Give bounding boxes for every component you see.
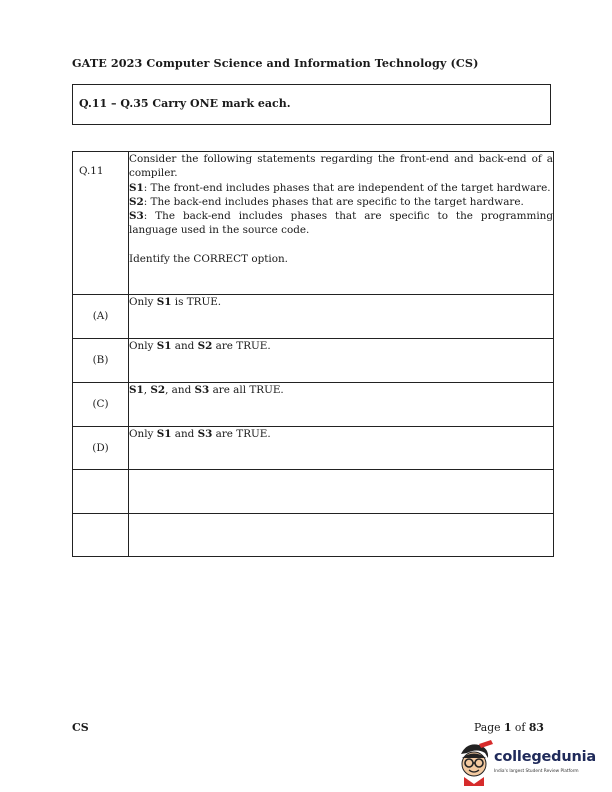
statement-text: : The front-end includes phases that are independent of the target hardware.	[143, 181, 551, 194]
statement-s2	[129, 195, 553, 209]
empty-cell	[73, 514, 129, 557]
question-prompt: Identify the CORRECT option.	[129, 252, 288, 265]
option-label: (B)	[73, 339, 129, 383]
footer-page-number: Page 1 of 83	[474, 721, 544, 734]
statement-text: : The back-end includes phases that are specific to the target hardware.	[143, 195, 524, 208]
option-label: (D)	[73, 427, 129, 470]
option-text: Only S1 and S3 are TRUE.	[129, 427, 554, 470]
question-number: Q.11	[73, 152, 129, 295]
section-heading-box	[72, 84, 551, 125]
statement-s1	[129, 181, 553, 195]
collegedunia-logo	[455, 740, 595, 788]
empty-row	[73, 470, 554, 514]
mascot-icon	[455, 740, 495, 786]
statement-text: : The back-end includes phases that are specific to the programming language used in the source code.	[129, 210, 553, 237]
logo-wordmark: collegedunia	[494, 749, 596, 765]
section-heading: Q.11 – Q.35 Carry ONE mark each.	[79, 97, 291, 110]
option-label: (A)	[73, 295, 129, 339]
statement-tag: S1	[129, 181, 144, 194]
footer-subject: CS	[72, 721, 89, 734]
question-intro: Consider the following statements regarding the front-end and back-end of a compiler.	[129, 153, 553, 180]
empty-cell	[129, 470, 554, 514]
logo-tagline: India's largest Student Review Platform	[494, 769, 579, 774]
empty-cell	[129, 514, 554, 557]
option-text: Only S1 and S2 are TRUE.	[129, 339, 554, 383]
option-row-b[interactable]	[73, 339, 554, 383]
empty-cell	[73, 470, 129, 514]
option-row-c[interactable]	[73, 383, 554, 427]
page-header-title: GATE 2023 Computer Science and Information Technology (CS)	[72, 56, 479, 70]
option-label: (C)	[73, 383, 129, 427]
question-body	[129, 152, 554, 295]
question-row	[73, 152, 554, 295]
statement-s3	[129, 209, 553, 238]
option-row-d[interactable]	[73, 427, 554, 470]
option-text: S1, S2, and S3 are all TRUE.	[129, 383, 554, 427]
question-table	[72, 151, 554, 557]
option-row-a[interactable]	[73, 295, 554, 339]
statement-tag: S2	[129, 195, 144, 208]
option-text: Only S1 is TRUE.	[129, 295, 554, 339]
statement-tag: S3	[129, 210, 144, 223]
empty-row	[73, 514, 554, 557]
